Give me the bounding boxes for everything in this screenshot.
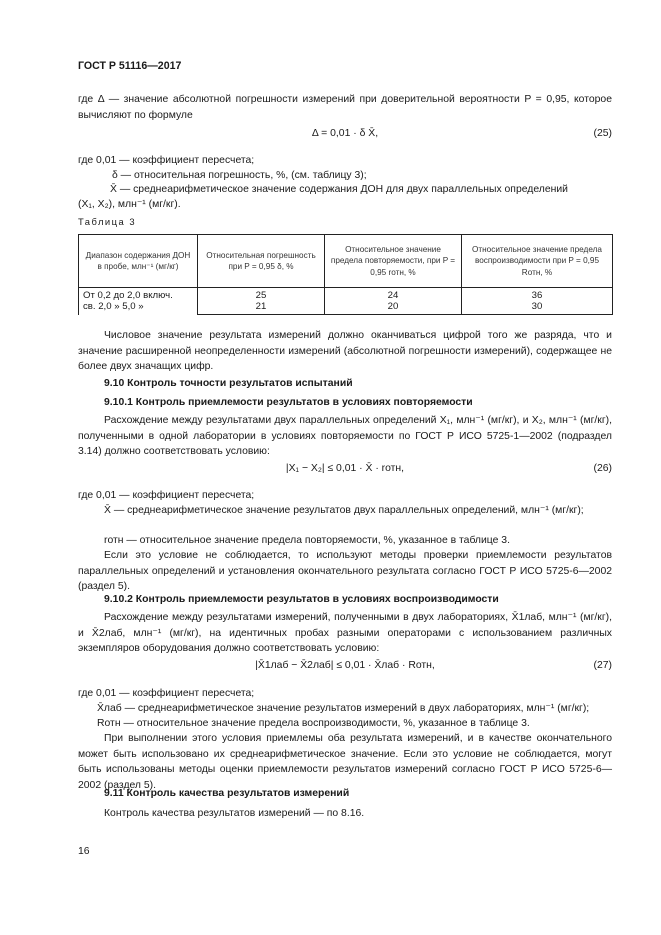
table-caption: Таблица 3 — [78, 216, 137, 227]
cell-line: 21 — [255, 301, 267, 312]
paragraph-acceptance: При выполнении этого условия приемлемы оба результата измерений, и в качестве окончательного может быть использовано их среднеарифметическое значение. Если это условие не соблюдается, могут быть использованы методы оценки приемлемости результатов измерений согласно ГОСТ Р ИСО 5725-6—2002 (раздел 5). — [78, 733, 612, 791]
table-header-cell: Диапазон содержания ДОН в пробе, млн⁻¹ (мг/кг) — [79, 235, 198, 288]
paragraph-delta-definition: где Δ — значение абсолютной погрешности измерений при доверительной вероятности P = 0,95, которое вычисляют по формуле — [78, 94, 612, 121]
formula-27 — [78, 660, 612, 676]
formula-25-expression: Δ = 0,01 · δ X̄, — [311, 128, 379, 139]
formula-26 — [78, 463, 612, 479]
formula-27-number: (27) — [593, 660, 612, 671]
cell-line: 30 — [531, 301, 543, 312]
where-line: Rотн — относительное значение предела воспроизводимости, %, указанное в таблице 3. — [97, 718, 530, 729]
document-header: ГОСТ Р 51116—2017 — [78, 60, 182, 72]
section-heading-9-11: 9.11 Контроль качества результатов измерений — [104, 788, 350, 799]
where-line: δ — относительная погрешность, %, (см. таблицу 3); — [112, 170, 367, 181]
table-header-cell: Относительное значение предела воспроизводимости при P = 0,95 Rотн, % — [462, 235, 613, 288]
cell-line: 24 — [387, 290, 399, 301]
cell-line: 25 — [255, 290, 267, 301]
where-line: X̄лаб — среднеарифметическое значение результатов измерений в двух лабораториях, млн⁻¹ (мг/кг); — [97, 703, 590, 714]
table-header-cell: Относительное значение предела повторяемости, при P = 0,95 rотн, % — [325, 235, 462, 288]
where-line: (X₁, X₂), млн⁻¹ (мг/кг). — [78, 199, 181, 210]
formula-27-expression: |X̄1лаб − X̄2лаб| ≤ 0,01 · X̄лаб · Rотн, — [255, 660, 435, 671]
cell-line: 36 — [531, 290, 543, 301]
paragraph-rounding: Числовое значение результата измерений должно оканчиваться цифрой того же разряда, что и значение расширенной неопределенности измерений (абсолютной погрешности измерений), содержащее не более двух значащих цифр. — [78, 330, 612, 373]
table-cell — [79, 288, 198, 315]
table-row — [79, 288, 613, 315]
cell-line: От 0,2 до 2,0 включ. — [83, 290, 173, 302]
where-line: где 0,01 — коэффициент пересчета; — [78, 688, 255, 699]
formula-25-number: (25) — [593, 128, 612, 139]
table-cell — [325, 288, 462, 315]
paragraph-repeatability-failure: Если это условие не соблюдается, то используют методы проверки приемлемости результатов параллельных определений и установления окончательного результата согласно ГОСТ Р ИСО 5725-6—2002 (раздел 5). — [78, 550, 612, 593]
cell-line: св. 2,0 » 5,0 » — [83, 301, 144, 313]
paragraph-reproducibility: Расхождение между результатами измерений, полученными в двух лабораториях, X̄1лаб, млн⁻¹ (мг/кг), и X̄2лаб, млн⁻¹ (мг/кг), на идентичных пробах разными операторами с использованием различных экземпляров оборудования должно соответствовать условию: — [78, 612, 612, 655]
where-line: X̄ — среднеарифметическое значение содержания ДОН для двух параллельных определений — [110, 184, 568, 195]
where-line: где 0,01 — коэффициент пересчета; — [78, 155, 255, 166]
page-number: 16 — [78, 846, 90, 857]
table-cell — [198, 288, 325, 315]
table-header-row — [79, 235, 613, 288]
precision-table — [78, 234, 613, 315]
table-cell — [462, 288, 613, 315]
table-header-cell: Относительная погрешность при P = 0,95 δ, % — [198, 235, 325, 288]
paragraph-quality-control: Контроль качества результатов измерений — по 8.16. — [104, 808, 365, 819]
section-heading-9-10-1: 9.10.1 Контроль приемлемости результатов в условиях повторяемости — [104, 397, 473, 408]
formula-26-number: (26) — [593, 463, 612, 474]
where-line: X̄ — среднеарифметическое значение результатов двух параллельных определений, млн⁻¹ (мг/кг); — [104, 505, 584, 516]
section-heading-9-10: 9.10 Контроль точности результатов испытаний — [104, 378, 353, 389]
where-line: rотн — относительное значение предела повторяемости, %, указанное в таблице 3. — [104, 535, 510, 546]
where-line: где 0,01 — коэффициент пересчета; — [78, 490, 255, 501]
formula-26-expression: |X₁ − X₂| ≤ 0,01 · X̄ · rотн, — [285, 463, 405, 474]
paragraph-repeatability: Расхождение между результатами двух параллельных определений X₁, млн⁻¹ (мг/кг), и X₂, млн⁻¹ (мг/кг), полученными в одной лаборатории в условиях повторяемости по ГОСТ Р ИСО 5725-1—2002 (подраздел 3.14) должно соответствовать условию: — [78, 415, 612, 458]
formula-25 — [78, 128, 612, 144]
section-heading-9-10-2: 9.10.2 Контроль приемлемости результатов в условиях воспроизводимости — [104, 594, 499, 605]
cell-line: 20 — [387, 301, 399, 312]
